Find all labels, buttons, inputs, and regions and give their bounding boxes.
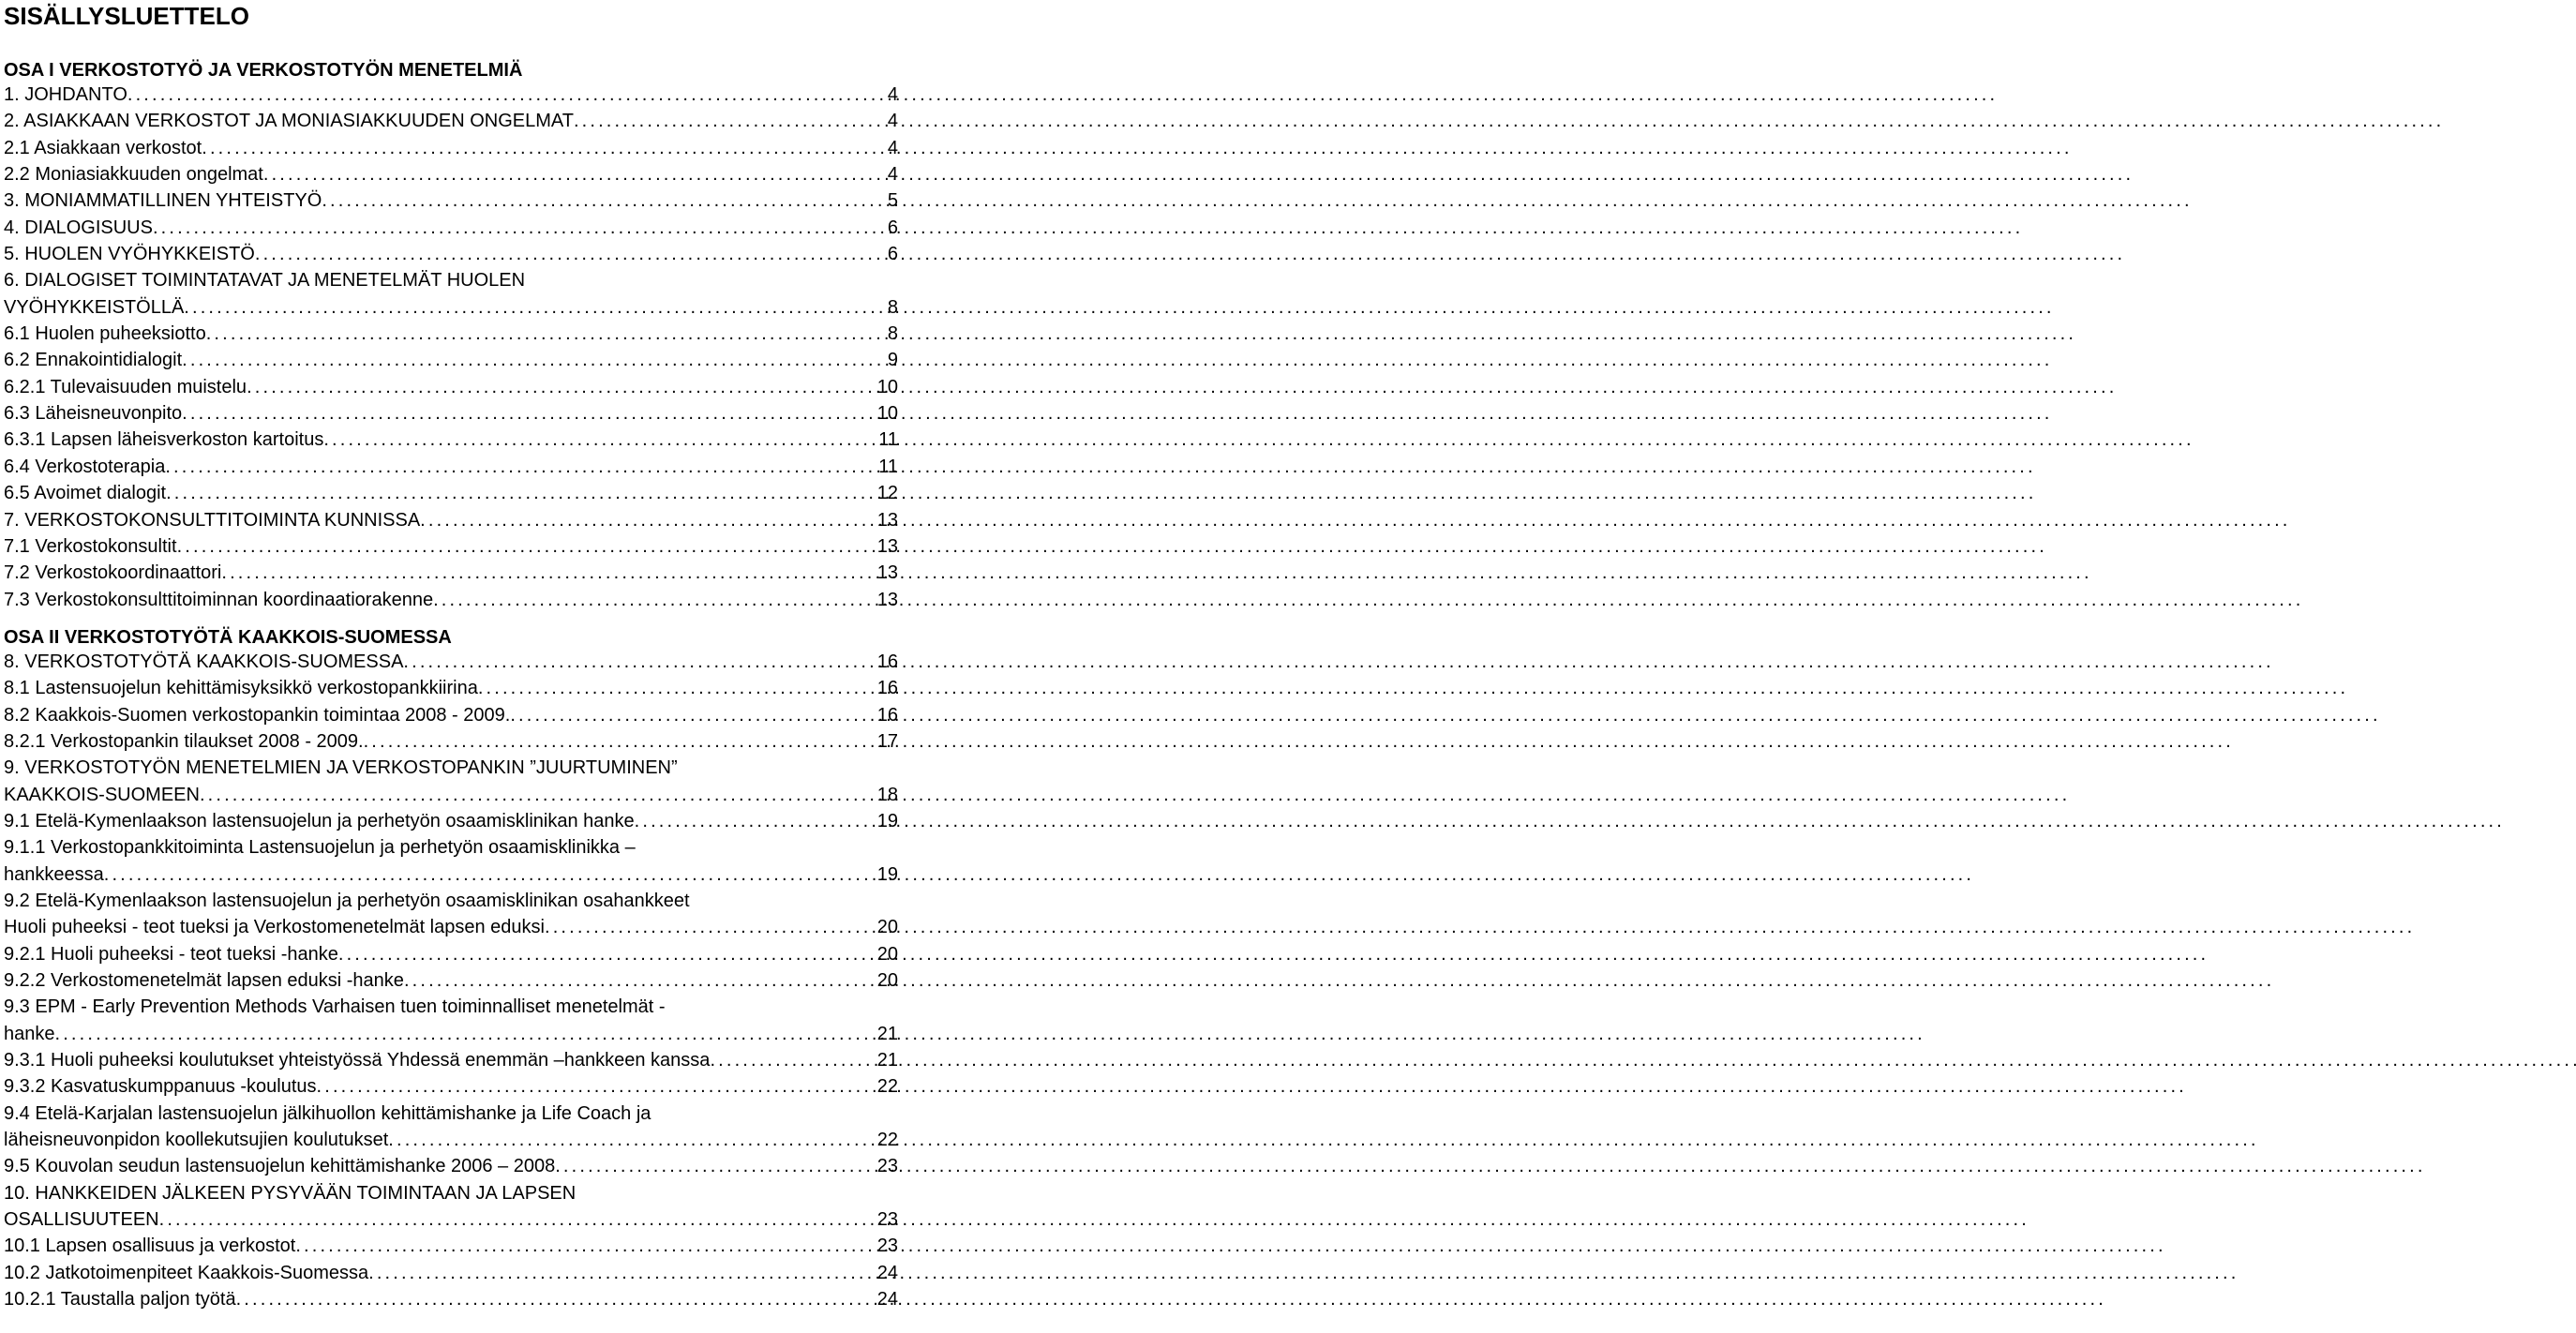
toc-entry[interactable] — [4, 967, 898, 994]
page-number: 4 — [887, 84, 898, 105]
toc-entry[interactable] — [4, 533, 898, 560]
toc-entry[interactable] — [4, 82, 898, 108]
part-1-heading: OSA I VERKOSTOTYÖ JA VERKOSTOTYÖN MENETELMIÄ — [4, 60, 523, 81]
toc-entry-title: 8.2.1 Verkostopankin tilaukset 2008 - 2009. — [4, 730, 364, 752]
toc-entry-title: 9.3.2 Kasvatuskumppanuus -koulutus — [4, 1076, 317, 1098]
dot-leader — [236, 1286, 876, 1312]
page-number: 21 — [876, 1023, 898, 1044]
toc-page — [0, 2, 900, 1333]
toc-entry-title: 7.2 Verkostokoordinaattori — [4, 562, 222, 584]
toc-entry-row — [4, 374, 898, 400]
page-number: 10 — [876, 403, 898, 425]
toc-entry-row — [4, 1233, 898, 1259]
toc-entry-title: VYÖHYKKEISTÖLLÄ — [4, 296, 185, 318]
toc-entry-row — [4, 941, 898, 967]
dot-leader — [323, 427, 876, 453]
page-number: 13 — [876, 562, 898, 584]
toc-entry-title: läheisneuvonpidon koollekutsujien koulutukset — [4, 1130, 389, 1151]
dot-leader — [322, 187, 886, 214]
toc-entry-title: 2.2 Moniasiakkuuden ongelmat — [4, 164, 263, 186]
toc-entry[interactable] — [4, 321, 898, 347]
toc-entry-row — [4, 82, 898, 108]
toc-entry[interactable] — [4, 480, 898, 506]
dot-leader — [368, 1260, 876, 1286]
page-number: 20 — [876, 970, 898, 991]
page-number: 19 — [876, 863, 898, 885]
toc-entry[interactable] — [4, 374, 898, 400]
toc-entry-row — [4, 161, 898, 187]
toc-entry-row — [4, 400, 898, 427]
toc-entry-row — [4, 1127, 898, 1153]
dot-leader — [510, 702, 875, 728]
toc-entry[interactable] — [4, 241, 898, 267]
toc-entry-row — [4, 1153, 898, 1179]
toc-entry-row — [4, 1073, 898, 1100]
toc-entry-title: 4. DIALOGISUUS — [4, 217, 153, 238]
toc-entry[interactable] — [4, 834, 898, 888]
toc-entry[interactable] — [4, 1260, 898, 1286]
page-number: 6 — [887, 244, 898, 265]
part-1-entries — [4, 82, 898, 613]
toc-entry-title: 6.3.1 Lapsen läheisverkoston kartoitus — [4, 429, 324, 451]
toc-entry-title: 6.5 Avoimet dialogit — [4, 483, 167, 504]
page-number: 20 — [876, 943, 898, 965]
toc-entry-row — [4, 1260, 898, 1286]
toc-entry-title: 7. VERKOSTOKONSULTTITOIMINTA KUNNISSA — [4, 509, 421, 531]
toc-entry[interactable] — [4, 1101, 898, 1154]
dot-leader — [710, 1047, 875, 1073]
dot-leader — [127, 82, 886, 108]
toc-entry-title: 10.2 Jatkotoimenpiteet Kaakkois-Suomessa — [4, 1262, 369, 1283]
dot-leader — [635, 808, 876, 834]
page-number: 9 — [887, 350, 898, 371]
toc-entry[interactable] — [4, 1047, 898, 1073]
dot-leader — [255, 241, 886, 267]
page-number: 16 — [876, 704, 898, 726]
page-number: 19 — [876, 810, 898, 831]
toc-entry-row — [4, 1206, 898, 1233]
toc-entry-title: 8.2 Kaakkois-Suomen verkostopankin toimintaa 2008 - 2009. — [4, 704, 511, 726]
toc-entry-row — [4, 321, 898, 347]
page-number: 6 — [887, 217, 898, 238]
toc-entry-title: 9.1 Etelä-Kymenlaakson lastensuojelun ja perhetyön osaamisklinikan hanke — [4, 810, 635, 831]
toc-entry[interactable] — [4, 187, 898, 214]
toc-entry-row — [4, 108, 898, 134]
toc-entry-title: 9.2.1 Huoli puheeksi - teot tueksi -hanke — [4, 943, 338, 965]
toc-entry-row — [4, 1047, 898, 1073]
dot-leader — [478, 675, 876, 701]
dot-leader — [177, 533, 876, 560]
toc-entry-title: 9.3.1 Huoli puheeksi koulutukset yhteistyössä Yhdessä enemmän –hankkeen kanssa — [4, 1050, 711, 1071]
page-number: 11 — [878, 456, 898, 477]
dot-leader — [247, 374, 876, 400]
toc-entry-row — [4, 135, 898, 161]
page-number: 18 — [876, 784, 898, 805]
dot-leader — [317, 1073, 876, 1100]
toc-entry-title: 9.2.2 Verkostomenetelmät lapsen eduksi -hanke — [4, 970, 404, 991]
toc-entry[interactable] — [4, 1180, 898, 1234]
toc-entry-title: 7.1 Verkostokonsultit — [4, 535, 177, 557]
page-number: 23 — [876, 1209, 898, 1231]
toc-entry-title: 5. HUOLEN VYÖHYKKEISTÖ — [4, 244, 255, 265]
toc-entry[interactable] — [4, 215, 898, 241]
toc-entry-row — [4, 914, 898, 940]
dot-leader — [104, 861, 876, 888]
toc-entry-row — [4, 1286, 898, 1312]
page-number: 16 — [876, 651, 898, 672]
toc-entry-row — [4, 587, 898, 613]
toc-entry[interactable] — [4, 108, 898, 134]
toc-entry[interactable] — [4, 267, 898, 321]
toc-entry-title: 1. JOHDANTO — [4, 84, 127, 105]
page-number: 22 — [876, 1076, 898, 1098]
toc-entry-title: 6.3 Läheisneuvonpito — [4, 403, 183, 425]
toc-entry-title: 6.4 Verkostoterapia — [4, 456, 166, 477]
toc-entry-title: 8.1 Lastensuojelun kehittämisyksikkö verkostopankkiirina — [4, 678, 478, 699]
toc-entry-row — [4, 187, 898, 214]
toc-entry[interactable] — [4, 649, 898, 675]
toc-entry-title: hankkeessa — [4, 863, 104, 885]
page-number: 13 — [876, 509, 898, 531]
dot-leader — [202, 135, 886, 161]
page-number: 5 — [887, 190, 898, 212]
toc-entry[interactable] — [4, 507, 898, 533]
toc-entry[interactable] — [4, 941, 898, 967]
toc-entry-title-line: 9.3 EPM - Early Prevention Methods Varhaisen tuen toiminnalliset menetelmät - — [4, 996, 666, 1018]
dot-leader — [55, 1021, 876, 1047]
toc-entry-title: 3. MONIAMMATILLINEN YHTEISTYÖ — [4, 190, 322, 212]
toc-entry-row — [4, 649, 898, 675]
page-number: 13 — [876, 589, 898, 610]
toc-entry-title: hanke — [4, 1023, 55, 1044]
toc-entry-row — [4, 1021, 898, 1047]
toc-entry-row — [4, 215, 898, 241]
page-number: 17 — [876, 730, 898, 752]
toc-entry-title-line: 9.1.1 Verkostopankkitoiminta Lastensuojelun ja perhetyön osaamisklinikka – — [4, 837, 636, 859]
toc-entry-row — [4, 507, 898, 533]
dot-leader — [166, 480, 876, 506]
page-number: 10 — [876, 376, 898, 397]
toc-entry-title-line: 6. DIALOGISET TOIMINTATAVAT JA MENETELMÄT HUOLEN — [4, 270, 526, 292]
page-number: 11 — [878, 429, 898, 451]
toc-entry-title: 2. ASIAKKAAN VERKOSTOT JA MONIASIAKKUUDEN ONGELMAT — [4, 111, 574, 132]
toc-entry[interactable] — [4, 702, 898, 728]
page-number: 8 — [887, 296, 898, 318]
part-2-entries — [4, 649, 898, 1313]
toc-entry-row — [4, 454, 898, 480]
toc-entry-title: KAAKKOIS-SUOMEEN — [4, 784, 200, 805]
page-number: 21 — [876, 1050, 898, 1071]
toc-entry-row — [4, 294, 898, 321]
toc-entry-title: 10.2.1 Taustalla paljon työtä — [4, 1289, 236, 1311]
toc-entry[interactable] — [4, 994, 898, 1047]
toc-entry-row — [4, 347, 898, 373]
toc-entry-title: Huoli puheeksi - teot tueksi ja Verkostomenetelmät lapsen eduksi — [4, 917, 545, 938]
toc-entry[interactable] — [4, 675, 898, 701]
dot-leader — [420, 507, 876, 533]
dot-leader — [153, 215, 886, 241]
toc-entry[interactable] — [4, 1153, 898, 1179]
page-number: 4 — [887, 137, 898, 158]
toc-entry-row — [4, 560, 898, 586]
page-number: 23 — [876, 1156, 898, 1177]
dot-leader — [545, 914, 876, 940]
toc-entry-title-line: 10. HANKKEIDEN JÄLKEEN PYSYVÄÄN TOIMINTAAN JA LAPSEN — [4, 1182, 577, 1204]
dot-leader — [221, 560, 875, 586]
toc-entry-row — [4, 675, 898, 701]
toc-entry-row — [4, 808, 898, 834]
toc-entry-row — [4, 782, 898, 808]
page-number: 12 — [876, 483, 898, 504]
dot-leader — [433, 587, 876, 613]
dot-leader — [263, 161, 886, 187]
dot-leader — [295, 1233, 875, 1259]
page-number: 4 — [887, 111, 898, 132]
toc-entry[interactable] — [4, 1073, 898, 1100]
toc-entry[interactable] — [4, 1233, 898, 1259]
dot-leader — [200, 782, 876, 808]
dot-leader — [159, 1206, 876, 1233]
toc-entry[interactable] — [4, 454, 898, 480]
page-number: 16 — [876, 678, 898, 699]
toc-entry[interactable] — [4, 1286, 898, 1312]
dot-leader — [182, 400, 876, 427]
toc-entry[interactable] — [4, 400, 898, 427]
toc-entry-row — [4, 533, 898, 560]
page-number: 4 — [887, 164, 898, 186]
toc-entry-title: 6.1 Huolen puheeksiotto — [4, 323, 206, 345]
dot-leader — [184, 294, 886, 321]
toc-entry[interactable] — [4, 587, 898, 613]
toc-entry[interactable] — [4, 560, 898, 586]
toc-entry-row — [4, 967, 898, 994]
toc-entry-title: 8. VERKOSTOTYÖTÄ KAAKKOIS-SUOMESSA — [4, 651, 404, 672]
dot-leader — [182, 347, 886, 373]
dot-leader — [165, 454, 876, 480]
toc-entry-title: 6.2.1 Tulevaisuuden muistelu — [4, 376, 247, 397]
toc-entry[interactable] — [4, 161, 898, 187]
toc-entry-row — [4, 861, 898, 888]
dot-leader — [338, 941, 876, 967]
dot-leader — [388, 1127, 875, 1153]
toc-entry-title-line: 9.2 Etelä-Kymenlaakson lastensuojelun ja perhetyön osaamisklinikan osahankkeet — [4, 890, 690, 911]
toc-entry-title-line: 9.4 Etelä-Karjalan lastensuojelun jälkihuollon kehittämishanke ja Life Coach ja — [4, 1102, 651, 1124]
toc-entry-title: OSALLISUUTEEN — [4, 1209, 159, 1231]
page-number: 24 — [876, 1289, 898, 1311]
toc-entry-row — [4, 702, 898, 728]
toc-entry-row — [4, 427, 898, 453]
toc-entry-title: 10.1 Lapsen osallisuus ja verkostot — [4, 1236, 296, 1257]
toc-entry-row — [4, 728, 898, 755]
toc-entry[interactable] — [4, 888, 898, 941]
toc-entry-title: 7.3 Verkostokonsulttitoiminnan koordinaatiorakenne — [4, 589, 434, 610]
part-2-heading: OSA II VERKOSTOTYÖTÄ KAAKKOIS-SUOMESSA — [4, 626, 452, 648]
toc-entry[interactable] — [4, 728, 898, 755]
page-number: 24 — [876, 1262, 898, 1283]
toc-entry-title: 2.1 Asiakkaan verkostot — [4, 137, 202, 158]
toc-entry[interactable] — [4, 135, 898, 161]
toc-entry[interactable] — [4, 808, 898, 834]
dot-leader — [574, 108, 886, 134]
toc-entry[interactable] — [4, 427, 898, 453]
toc-entry[interactable] — [4, 755, 898, 808]
page-number: 20 — [876, 917, 898, 938]
dot-leader — [555, 1153, 876, 1179]
dot-leader — [206, 321, 886, 347]
page-number: 8 — [887, 323, 898, 345]
toc-entry-title: 6.2 Ennakointidialogit — [4, 350, 183, 371]
toc-entry-row — [4, 241, 898, 267]
toc-title: SISÄLLYSLUETTELO — [4, 2, 249, 30]
toc-entry[interactable] — [4, 347, 898, 373]
toc-entry-title-line: 9. VERKOSTOTYÖN MENETELMIEN JA VERKOSTOPANKIN ”JUURTUMINEN” — [4, 757, 678, 779]
dot-leader — [404, 967, 876, 994]
toc-entry-row — [4, 480, 898, 506]
page-number: 13 — [876, 535, 898, 557]
page-number: 23 — [876, 1236, 898, 1257]
page-number: 22 — [876, 1130, 898, 1151]
toc-entry-title: 9.5 Kouvolan seudun lastensuojelun kehittämishanke 2006 – 2008 — [4, 1156, 556, 1177]
dot-leader — [364, 728, 876, 755]
dot-leader — [403, 649, 875, 675]
